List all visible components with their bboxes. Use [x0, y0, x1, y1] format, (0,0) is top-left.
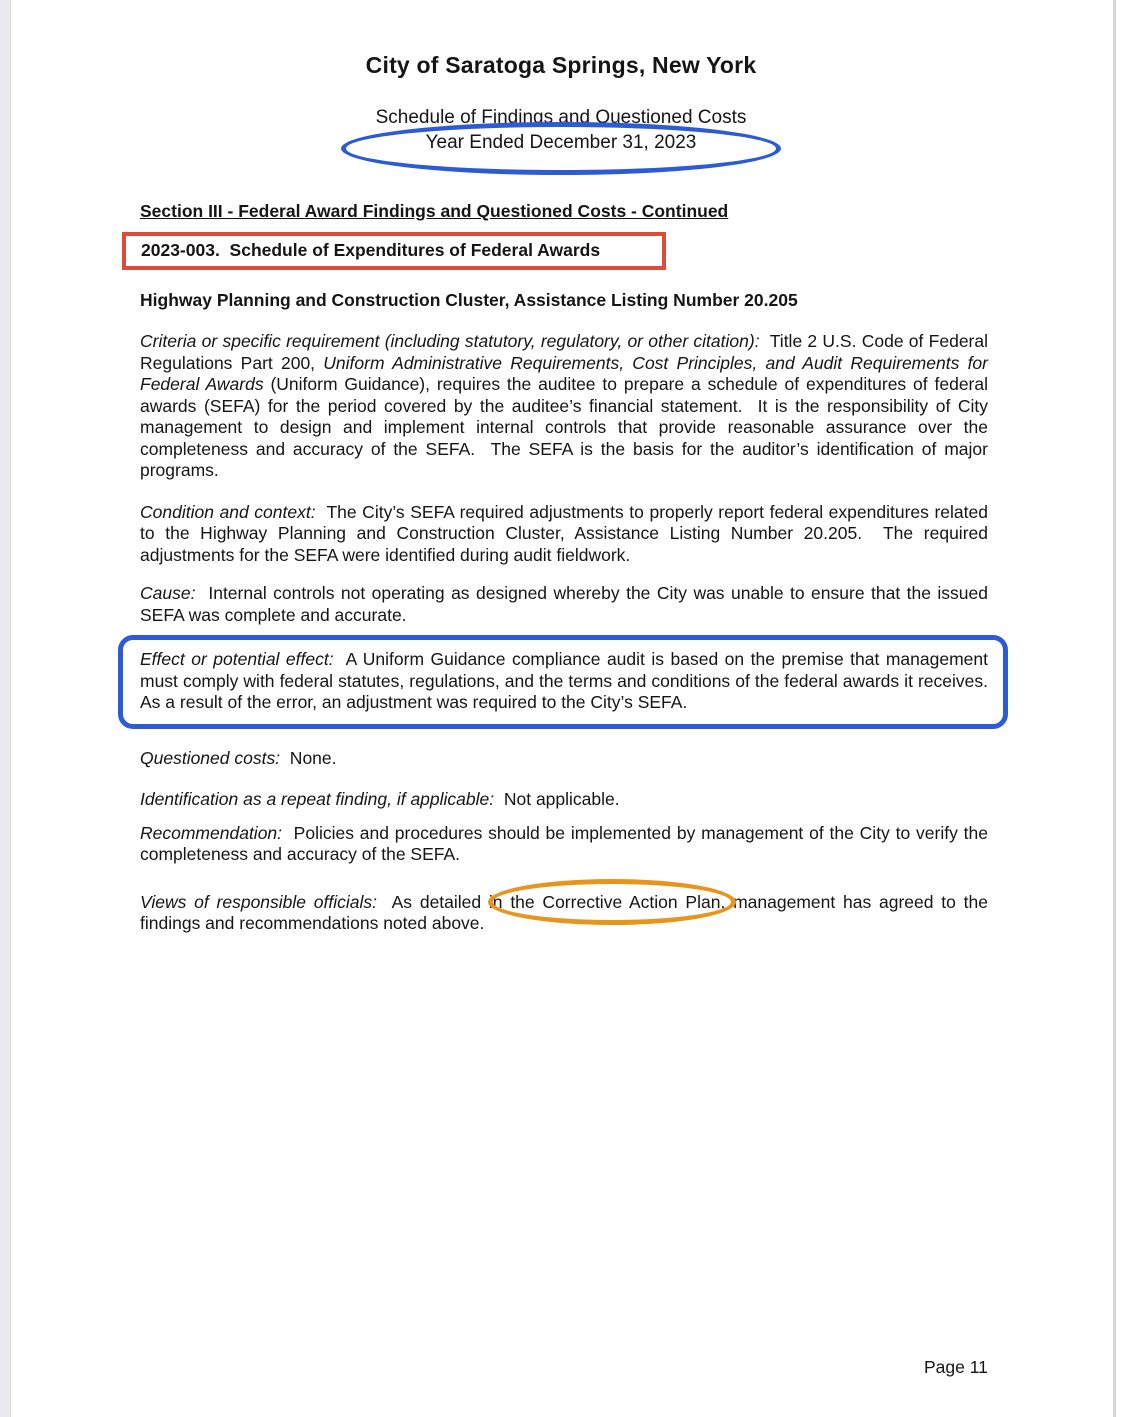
- blue-box-annotation: [118, 635, 1008, 729]
- criteria-text-1: Title 2 U.S. Code of Federal Regulations Part 200,: [140, 331, 993, 373]
- cause-text: Internal controls not operating as designed whereby the City was unable to ensure that the issued SEFA was complete and accurate.: [140, 583, 993, 625]
- views-block: [0, 892, 1122, 935]
- recommendation-paragraph: [140, 822, 993, 866]
- effect-paragraph: [140, 649, 998, 714]
- repeat-finding-label: Identification as a repeat finding, if applicable:: [140, 789, 495, 809]
- condition-paragraph: [140, 501, 993, 567]
- criteria-italic-citation: Uniform Administrative Requirements, Cost Principles, and Audit Requirements for Federal Awards: [140, 352, 993, 394]
- condition-text: The City’s SEFA required adjustments to properly report federal expenditures related to the Highway Planning and Construction Cluster, Assistance Listing Number 20.205. The required adjustments for the SEFA were identified during audit fieldwork.: [140, 501, 993, 565]
- questioned-costs-label: Questioned costs:: [140, 747, 281, 768]
- effect-label: Effect or potential effect:: [140, 649, 334, 669]
- cause-label: Cause:: [140, 583, 196, 603]
- subtitle-line-1: Schedule of Findings and Questioned Costs: [375, 107, 747, 128]
- condition-label: Condition and context:: [140, 501, 316, 522]
- views-label: Views of responsible officials:: [140, 891, 378, 912]
- subtitle-line-2: Year Ended December 31, 2023: [425, 132, 697, 153]
- recommendation-label: Recommendation:: [140, 822, 283, 843]
- questioned-costs-paragraph: [140, 748, 988, 770]
- views-paragraph: [140, 891, 993, 935]
- criteria-text-2: (Uniform Guidance), requires the auditee to prepare a schedule of expenditures of federal awards (SEFA) for the period covered by the auditee’s financial statement. It is the responsibility of City management to design and implement internal controls that provide reasonable assurance over the completeness and accuracy of the SEFA. The SEFA is the basis for the auditor’s identification of major programs.: [140, 374, 993, 480]
- repeat-finding-text: Not applicable.: [494, 789, 620, 809]
- program-heading: Highway Planning and Construction Cluster, Assistance Listing Number 20.205: [140, 290, 798, 310]
- section-heading: Section III - Federal Award Findings and Questioned Costs - Continued: [140, 201, 729, 221]
- page-number: Page 11: [924, 1357, 988, 1377]
- repeat-finding-paragraph: [140, 789, 988, 811]
- cause-paragraph: [140, 583, 993, 626]
- recommendation-text: Policies and procedures should be implemented by management of the City to verify the completeness and accuracy of the SEFA.: [140, 822, 993, 864]
- criteria-label: Criteria or specific requirement (including statutory, regulatory, or other citation):: [140, 331, 760, 351]
- finding-heading: 2023-003. Schedule of Expenditures of Federal Awards: [141, 240, 601, 260]
- document-subtitle-block: [0, 105, 1122, 155]
- views-text: As detailed in the Corrective Action Plan, management has agreed to the findings and recommendations noted above.: [140, 891, 993, 933]
- criteria-paragraph: [140, 331, 993, 482]
- effect-text: A Uniform Guidance compliance audit is based on the premise that management must comply with federal statutes, regulations, and the terms and conditions of the federal awards it receives. As a result of the error, an adjustment was required to the City’s SEFA.: [140, 649, 998, 712]
- questioned-costs-text: None.: [280, 747, 337, 768]
- document-title: City of Saratoga Springs, New York: [365, 52, 757, 78]
- red-box-annotation: [122, 232, 666, 270]
